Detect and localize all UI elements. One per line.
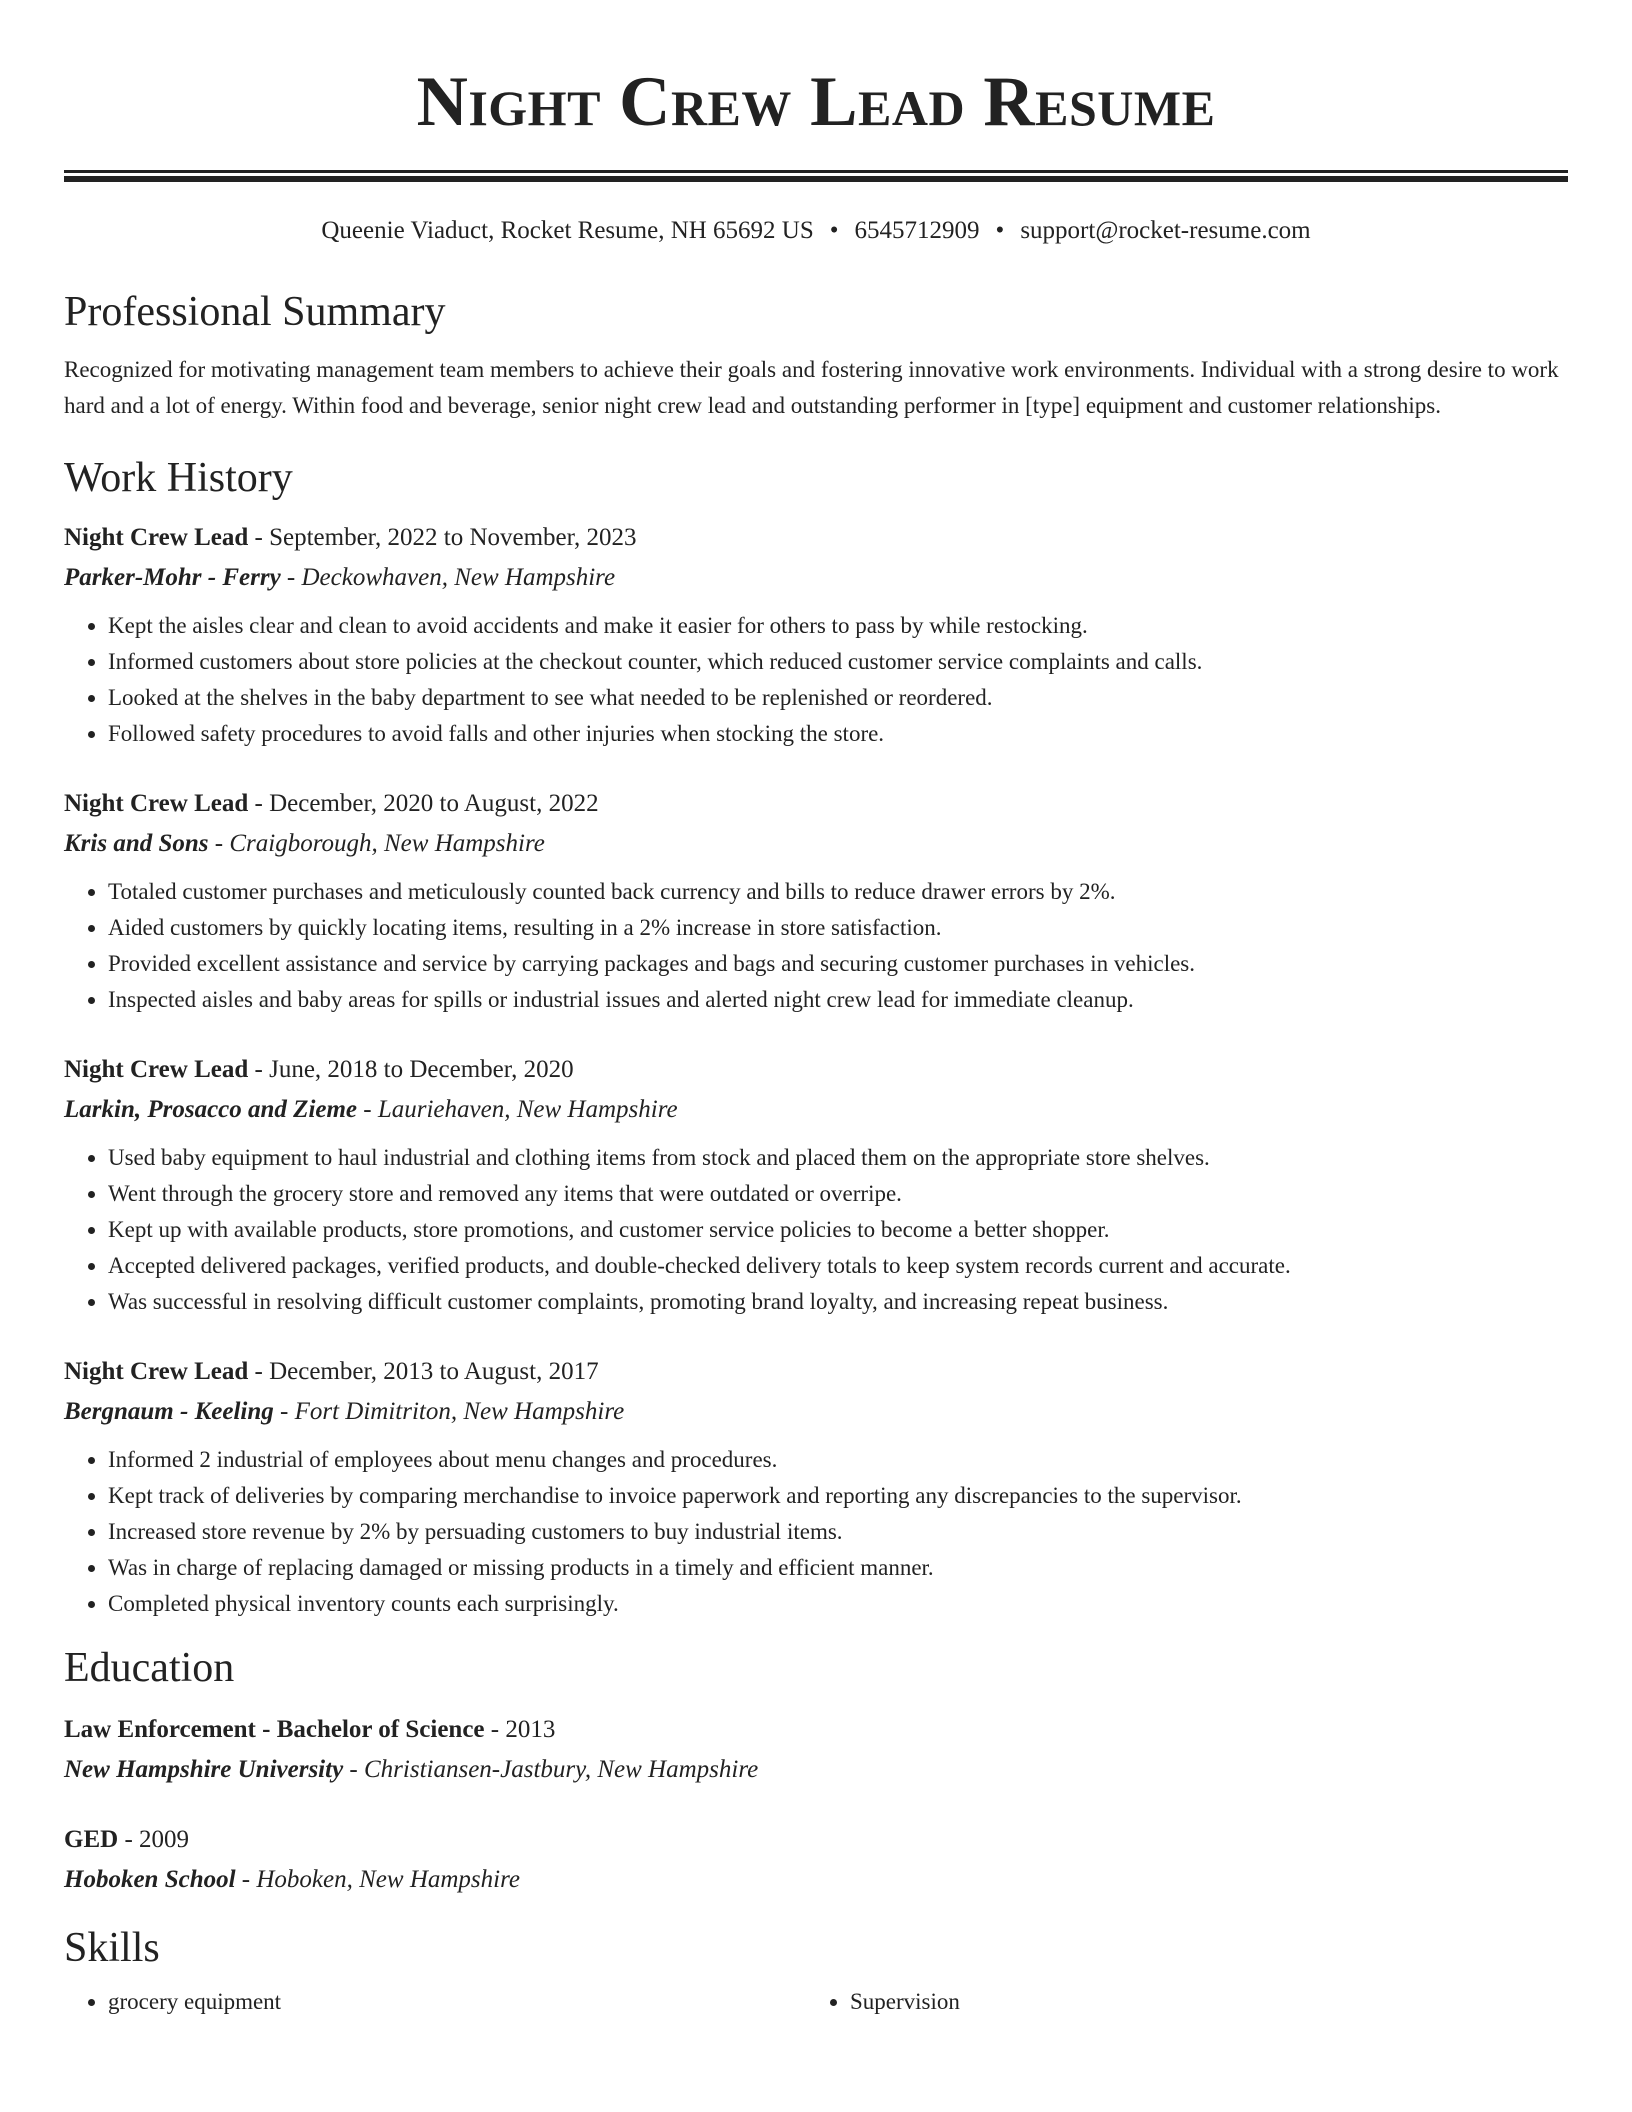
job-bullets <box>64 1442 1568 1622</box>
job-role: Night Crew Lead <box>64 790 249 817</box>
job-company-line <box>64 824 1568 864</box>
education-school: Hoboken School <box>64 1866 236 1893</box>
job-title-line <box>64 784 1568 824</box>
job-location: - Fort Dimitriton, New Hampshire <box>273 1398 625 1425</box>
job-bullet: • Increased store revenue by 2% by persuading customers to buy industrial items. <box>108 1514 1568 1550</box>
job-role: Night Crew Lead <box>64 1358 249 1385</box>
job-location: - Craigborough, New Hampshire <box>208 830 545 857</box>
education-degree-line <box>64 1710 1568 1750</box>
job-bullet: • Accepted delivered packages, verified products, and double-checked delivery totals to keep system records current and accurate. <box>108 1248 1568 1284</box>
skills-heading: Skills <box>64 1925 160 1971</box>
contact-separator: • <box>829 217 839 244</box>
job-role: Night Crew Lead <box>64 1056 249 1083</box>
job-entry <box>64 1352 1568 1622</box>
education-school: New Hampshire University <box>64 1756 344 1783</box>
education-location: - Hoboken, New Hampshire <box>235 1866 520 1893</box>
education-entry <box>64 1820 1568 1900</box>
job-entry <box>64 518 1568 752</box>
education-degree-line <box>64 1820 1568 1860</box>
education-year: - 2013 <box>484 1716 556 1743</box>
job-bullet: • Followed safety procedures to avoid falls and other injuries when stocking the store. <box>108 716 1568 752</box>
job-bullet: • Completed physical inventory counts each surprisingly. <box>108 1586 1568 1622</box>
job-bullet: • Kept the aisles clear and clean to avoid accidents and make it easier for others to pass by while restocking. <box>108 608 1568 644</box>
job-role: Night Crew Lead <box>64 524 249 551</box>
job-company: Parker-Mohr - Ferry <box>64 564 281 591</box>
job-company-line <box>64 558 1568 598</box>
job-company-line <box>64 1090 1568 1130</box>
contact-phone: 6545712909 <box>854 217 980 244</box>
job-company: Bergnaum - Keeling <box>64 1398 274 1425</box>
education-school-line <box>64 1750 1568 1790</box>
summary-text: Recognized for motivating management team members to achieve their goals and fostering innovative work environments. Individual with a strong desire to work hard and a lot of energy. Within food and beverage, senior night crew lead and outstanding performer in [type] equipment and customer relationships. <box>64 357 1559 418</box>
work-history-heading: Work History <box>64 455 293 501</box>
job-bullet: • Was in charge of replacing damaged or missing products in a timely and efficient manner. <box>108 1550 1568 1586</box>
job-bullets <box>64 1140 1568 1320</box>
job-bullet: • Looked at the shelves in the baby department to see what needed to be replenished or reordered. <box>108 680 1568 716</box>
contact-address: Queenie Viaduct, Rocket Resume, NH 65692 US <box>321 217 814 244</box>
job-bullet: • Was successful in resolving difficult customer complaints, promoting brand loyalty, and increasing repeat business. <box>108 1284 1568 1320</box>
job-company-line <box>64 1392 1568 1432</box>
contact-line <box>64 214 1568 248</box>
job-location: - Lauriehaven, New Hampshire <box>357 1096 678 1123</box>
job-bullet: • Kept up with available products, store promotions, and customer service policies to become a better shopper. <box>108 1212 1568 1248</box>
job-company: Kris and Sons <box>64 830 209 857</box>
job-bullet: • Provided excellent assistance and service by carrying packages and bags and securing customer purchases in vehicles. <box>108 946 1568 982</box>
education-location: - Christiansen-Jastbury, New Hampshire <box>343 1756 759 1783</box>
skill-item: • grocery equipment <box>108 1984 806 2020</box>
education-entry <box>64 1710 1568 1790</box>
contact-separator: • <box>995 217 1005 244</box>
job-dates: - December, 2013 to August, 2017 <box>248 1358 599 1385</box>
job-bullet: • Used baby equipment to haul industrial and clothing items from stock and placed them on the appropriate store shelves. <box>108 1140 1568 1176</box>
job-entry <box>64 1050 1568 1320</box>
job-bullet: • Inspected aisles and baby areas for spills or industrial issues and alerted night crew lead for immediate cleanup. <box>108 982 1568 1018</box>
job-dates: - September, 2022 to November, 2023 <box>248 524 637 551</box>
job-title-line <box>64 1352 1568 1392</box>
skills-list <box>64 1984 1568 2020</box>
job-dates: - December, 2020 to August, 2022 <box>248 790 599 817</box>
education-heading: Education <box>64 1645 235 1691</box>
education-school-line <box>64 1860 1568 1900</box>
job-dates: - June, 2018 to December, 2020 <box>248 1056 574 1083</box>
education-degree: Law Enforcement - Bachelor of Science <box>64 1716 485 1743</box>
job-entry <box>64 784 1568 1018</box>
job-bullet: • Aided customers by quickly locating items, resulting in a 2% increase in store satisfaction. <box>108 910 1568 946</box>
job-title-line <box>64 1050 1568 1090</box>
job-bullet: • Went through the grocery store and removed any items that were outdated or overripe. <box>108 1176 1568 1212</box>
summary-heading: Professional Summary <box>64 289 446 335</box>
job-title-line <box>64 518 1568 558</box>
job-company: Larkin, Prosacco and Zieme <box>64 1096 358 1123</box>
job-bullet: • Informed customers about store policies at the checkout counter, which reduced customer service complaints and calls. <box>108 644 1568 680</box>
job-bullet: • Totaled customer purchases and meticulously counted back currency and bills to reduce drawer errors by 2%. <box>108 874 1568 910</box>
skills-column-right <box>806 1984 1548 2020</box>
job-bullets <box>64 874 1568 1018</box>
resume-page <box>64 0 1568 2020</box>
skills-column-left <box>64 1984 806 2020</box>
resume-title: Night Crew Lead Resume <box>416 63 1216 141</box>
title-double-rule <box>64 170 1568 176</box>
job-bullet: • Kept track of deliveries by comparing merchandise to invoice paperwork and reporting any discrepancies to the supervisor. <box>108 1478 1568 1514</box>
education-year: - 2009 <box>118 1826 190 1853</box>
job-bullets <box>64 608 1568 752</box>
job-bullet: • Informed 2 industrial of employees about menu changes and procedures. <box>108 1442 1568 1478</box>
contact-email: support@rocket-resume.com <box>1020 217 1311 244</box>
education-degree: GED <box>64 1826 119 1853</box>
skill-item: • Supervision <box>850 1984 1548 2020</box>
job-location: - Deckowhaven, New Hampshire <box>280 564 616 591</box>
